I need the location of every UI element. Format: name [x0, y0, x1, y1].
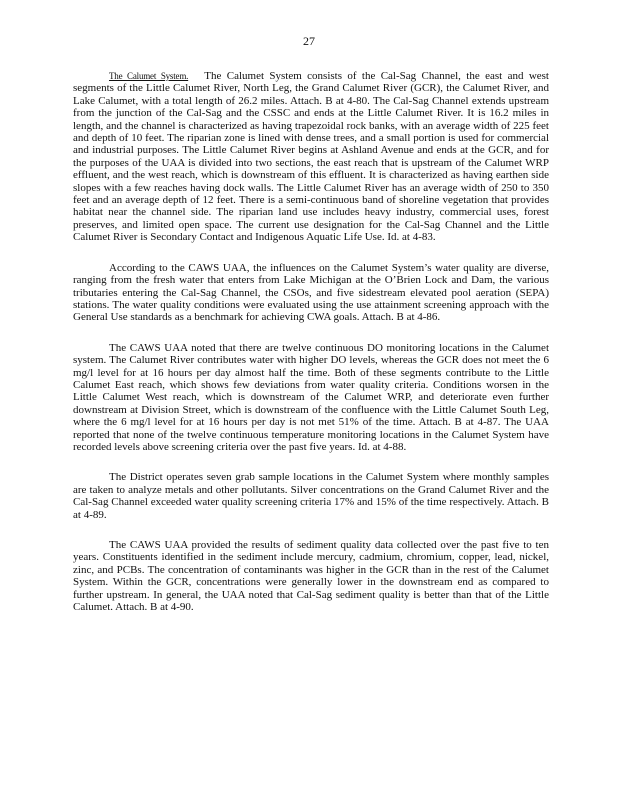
section-title: The Calumet System.	[109, 71, 189, 81]
page-number: 27	[303, 34, 315, 48]
paragraph-do-monitoring: The CAWS UAA noted that there are twelve continuous DO monitoring locations in the Calumet system. The Calumet River contributes water with higher DO levels, whereas the GCR does not meet the 6 mg/l level for at 16 hours per day almost half the time. Both of these segments contribute to the Little Calumet East reach, which shows few deviations from water quality criteria. Conditions worsen in the Little Calumet West reach, which is downstream of the Calumet WRP, and deteriorate even further downstream at Division Street, which is downstream of the confluence with the Little Calumet South Leg, where the 6 mg/l level for at 16 hours per day is not met 51% of the time. Attach. B at 4-87. The UAA reported that none of the twelve continuous temperature monitoring locations in the Calumet System have recorded levels above screening criteria over the past five years. Id. at 4-88.	[73, 341, 549, 453]
document-body	[73, 70, 549, 631]
paragraph-grab-samples: The District operates seven grab sample locations in the Calumet System where monthly samples are taken to analyze metals and other pollutants. Silver concentrations on the Grand Calumet River and the Cal-Sag Channel exceeded water quality screening criteria 17% and 15% of the time respectively. Attach. B at 4-89.	[73, 471, 549, 521]
paragraph-water-quality-influences: According to the CAWS UAA, the influences on the Calumet System’s water quality are diverse, ranging from the fresh water that enters from Lake Michigan at the O’Brien Lock and Dam, the various tributaries entering the Cal-Sag Channel, the CSOs, and five sidestream elevated pool aeration (SEPA) stations. The water quality conditions were evaluated using the use attainment screening approach with the General Use standards as a benchmark for achieving CWA goals. Attach. B at 4-86.	[73, 261, 549, 324]
paragraph-1-text: The Calumet System consists of the Cal-Sag Channel, the east and west segments of the Little Calumet River, North Leg, the Grand Calumet River (GCR), the Calumet River, and Lake Calumet, with a total length of 26.2 miles. Attach. B at 4-80. The Cal-Sag Channel extends upstream from the junction of the Cal-Sag and the CSSC and ends at the Little Calumet River. It is 16.2 miles in length, and the channel is characterized as having trapezoidal rock banks, with an average width of 225 feet and depth of 10 feet. The riparian zone is lined with dense trees, and a small portion is used for commercial and industrial purposes. The Little Calumet River begins at Ashland Avenue and ends at the GCR, and for the purposes of the UAA is divided into two sections, the east reach that is upstream of the Calumet WRP effluent, and the west reach, which is downstream of this effluent. It is characterized as having earthen side slopes with a few reaches having dock walls. The Little Calumet River has an average width of 250 to 350 feet and an average depth of 12 feet. There is a semi-continuous band of shoreline vegetation that provides habitat near the channel side. The riparian land use includes heavy industry, commercial uses, forest preserves, and limited open space. The current use designation for the Cal-Sag Channel and the Little Calumet River is Secondary Contact and Indigenous Aquatic Life Use. Id. at 4-83.	[73, 70, 549, 244]
paragraph-sediment-quality: The CAWS UAA provided the results of sediment quality data collected over the past five to ten years. Constituents identified in the sediment include mercury, cadmium, chromium, copper, lead, nickel, zinc, and PCBs. The concentration of contaminants was higher in the GCR than in the rest of the Calumet System. Within the GCR, concentrations were generally lower in the downstream end as compared to further upstream. In general, the UAA noted that Cal-Sag sediment quality is better than that of the Little Calumet. Attach. B at 4-90.	[73, 539, 549, 614]
paragraph-calumet-system	[73, 70, 549, 244]
